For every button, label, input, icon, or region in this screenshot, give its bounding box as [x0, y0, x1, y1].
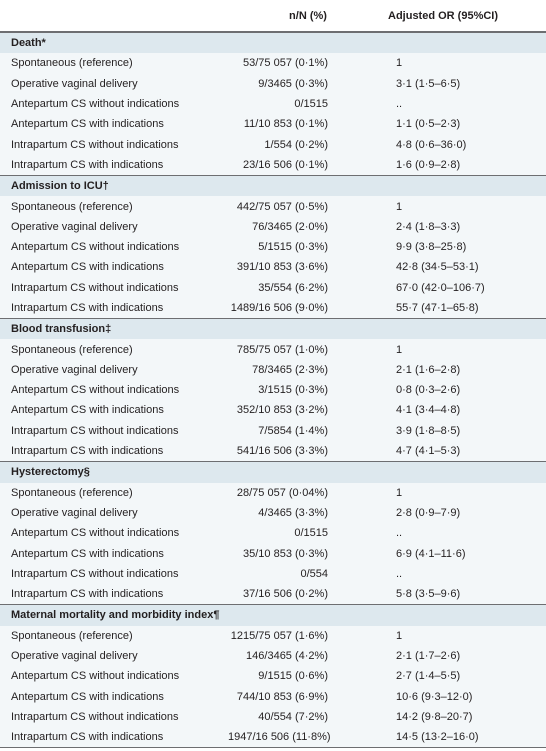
table-row: [0, 400, 546, 420]
section-header: [0, 32, 546, 53]
row-label: Operative vaginal delivery: [11, 363, 138, 376]
row-odds-ratio: 2·4 (1·8–3·3): [396, 220, 461, 233]
section-title: Admission to ICU†: [11, 180, 109, 193]
row-label: Antepartum CS without indications: [11, 384, 180, 397]
section-title: Maternal mortality and morbidity index¶: [11, 609, 220, 622]
row-count: 37/16 506 (0·2%): [243, 588, 328, 601]
row-count: 1215/75 057 (1·6%): [230, 629, 328, 642]
row-count: 0/554: [300, 567, 328, 580]
row-label: Intrapartum CS with indications: [11, 731, 164, 744]
table-row: [0, 380, 546, 400]
row-label: Antepartum CS with indications: [11, 261, 164, 274]
row-label: Spontaneous (reference): [11, 629, 133, 642]
table-row: [0, 646, 546, 666]
table-row: [0, 217, 546, 237]
table-header: [0, 0, 546, 32]
table-row: [0, 74, 546, 94]
table-row: [0, 666, 546, 686]
table-row: [0, 584, 546, 604]
row-label: Antepartum CS without indications: [11, 98, 180, 111]
row-count: 442/75 057 (0·5%): [236, 200, 328, 213]
bottom-rule: [0, 747, 546, 748]
section-header: [0, 604, 546, 625]
row-count: 40/554 (7·2%): [258, 710, 328, 723]
table-row: [0, 196, 546, 216]
section-title: Hysterectomy§: [11, 466, 90, 479]
row-odds-ratio: 4·1 (3·4–4·8): [396, 404, 461, 417]
row-odds-ratio: 4·8 (0·6–36·0): [396, 138, 467, 151]
row-odds-ratio: 1: [396, 200, 403, 213]
row-odds-ratio: 2·8 (0·9–7·9): [396, 506, 461, 519]
row-odds-ratio: 0·8 (0·3–2·6): [396, 384, 461, 397]
table-row: [0, 114, 546, 134]
row-count: 4/3465 (3·3%): [258, 506, 328, 519]
row-odds-ratio: 14·5 (13·2–16·0): [396, 731, 479, 744]
row-label: Antepartum CS with indications: [11, 690, 164, 703]
row-count: 1489/16 506 (9·0%): [230, 302, 328, 314]
row-odds-ratio: 3·1 (1·5–6·5): [396, 77, 461, 90]
row-odds-ratio: 14·2 (9·8–20·7): [396, 710, 473, 723]
row-odds-ratio: ..: [396, 98, 403, 111]
table-row: [0, 523, 546, 543]
row-label: Intrapartum CS with indications: [11, 588, 164, 601]
table-row: [0, 257, 546, 277]
row-count: 3/1515 (0·3%): [258, 384, 328, 397]
table-row: [0, 53, 546, 73]
row-label: Intrapartum CS with indications: [11, 445, 164, 458]
row-count: 146/3465 (4·2%): [246, 650, 328, 663]
header-or-col: Adjusted OR (95%CI): [388, 9, 499, 22]
row-odds-ratio: 1: [396, 629, 403, 642]
row-odds-ratio: 10·6 (9·3–12·0): [396, 690, 473, 703]
row-label: Operative vaginal delivery: [11, 220, 138, 233]
row-label: Spontaneous (reference): [11, 200, 133, 213]
row-count: 53/75 057 (0·1%): [243, 57, 328, 70]
row-label: Antepartum CS without indications: [11, 670, 180, 683]
row-label: Antepartum CS with indications: [11, 118, 164, 131]
row-odds-ratio: 3·9 (1·8–8·5): [396, 424, 461, 437]
row-odds-ratio: ..: [396, 527, 403, 540]
row-label: Intrapartum CS without indications: [11, 567, 179, 580]
row-count: 23/16 506 (0·1%): [243, 158, 328, 171]
table-row: [0, 441, 546, 461]
table-row: [0, 360, 546, 380]
table-row: [0, 278, 546, 298]
row-label: Operative vaginal delivery: [11, 77, 138, 90]
row-count: 0/1515: [294, 527, 328, 540]
section-header: [0, 175, 546, 196]
table-row: [0, 483, 546, 503]
row-label: Spontaneous (reference): [11, 486, 133, 499]
row-odds-ratio: ..: [396, 567, 403, 580]
table-row: [0, 155, 546, 175]
row-odds-ratio: 55·7 (47·1–65·8): [396, 302, 479, 314]
row-label: Antepartum CS without indications: [11, 241, 180, 254]
row-count: 541/16 506 (3·3%): [236, 445, 328, 458]
row-count: 76/3465 (2·0%): [252, 220, 328, 233]
row-count: 78/3465 (2·3%): [252, 363, 328, 376]
header-n-col: n/N (%): [289, 9, 327, 22]
table-body: [0, 32, 546, 747]
row-odds-ratio: 67·0 (42·0–106·7): [396, 281, 485, 294]
row-odds-ratio: 9·9 (3·8–25·8): [396, 241, 467, 254]
row-count: 28/75 057 (0·04%): [236, 486, 328, 499]
row-count: 11/10 853 (0·1%): [243, 118, 328, 131]
table-row: [0, 503, 546, 523]
table-row: [0, 134, 546, 154]
row-odds-ratio: 1·1 (0·5–2·3): [396, 118, 461, 131]
row-count: 744/10 853 (6·9%): [236, 690, 328, 703]
row-label: Intrapartum CS with indications: [11, 158, 164, 171]
section-title: Blood transfusion‡: [11, 323, 112, 336]
table-row: [0, 94, 546, 114]
row-count: 352/10 853 (3·2%): [236, 404, 328, 417]
row-count: 5/1515 (0·3%): [258, 241, 328, 254]
table-row: [0, 237, 546, 257]
table-row: [0, 626, 546, 646]
section-header: [0, 318, 546, 339]
row-count: 35/10 853 (0·3%): [243, 547, 328, 560]
section-header: [0, 461, 546, 482]
row-odds-ratio: 1·6 (0·9–2·8): [396, 158, 461, 171]
row-odds-ratio: 4·7 (4·1–5·3): [396, 445, 461, 458]
row-label: Intrapartum CS without indications: [11, 710, 179, 723]
row-count: 9/1515 (0·6%): [258, 670, 328, 683]
row-odds-ratio: 1: [396, 57, 403, 70]
row-label: Antepartum CS without indications: [11, 527, 180, 540]
row-label: Intrapartum CS without indications: [11, 138, 179, 151]
row-odds-ratio: 2·7 (1·4–5·5): [396, 670, 461, 683]
row-odds-ratio: 1: [396, 343, 403, 356]
row-count: 9/3465 (0·3%): [258, 77, 328, 90]
row-label: Intrapartum CS with indications: [11, 302, 164, 314]
row-odds-ratio: 42·8 (34·5–53·1): [396, 261, 479, 274]
row-odds-ratio: 6·9 (4·1–11·6): [396, 547, 466, 560]
row-label: Antepartum CS with indications: [11, 404, 164, 417]
section-title: Death*: [11, 37, 46, 50]
row-count: 391/10 853 (3·6%): [236, 261, 328, 274]
row-label: Intrapartum CS without indications: [11, 424, 179, 437]
row-odds-ratio: 2·1 (1·6–2·8): [396, 363, 461, 376]
row-count: 0/1515: [294, 98, 328, 111]
row-label: Spontaneous (reference): [11, 343, 133, 356]
row-count: 1947/16 506 (11·8%): [228, 731, 331, 744]
table-row: [0, 564, 546, 584]
row-label: Operative vaginal delivery: [11, 506, 138, 519]
row-label: Operative vaginal delivery: [11, 650, 138, 663]
row-count: 1/554 (0·2%): [264, 138, 328, 151]
row-odds-ratio: 5·8 (3·5–9·6): [396, 588, 461, 601]
row-odds-ratio: 1: [396, 486, 403, 499]
row-label: Antepartum CS with indications: [11, 547, 164, 560]
row-label: Spontaneous (reference): [11, 57, 133, 70]
table-row: [0, 339, 546, 359]
row-count: 7/5854 (1·4%): [258, 424, 328, 437]
row-count: 35/554 (6·2%): [258, 281, 328, 294]
table-row: [0, 707, 546, 727]
row-odds-ratio: 2·1 (1·7–2·6): [396, 650, 461, 663]
table-row: [0, 727, 546, 747]
table-row: [0, 298, 546, 318]
table-row: [0, 543, 546, 563]
table-row: [0, 421, 546, 441]
row-label: Intrapartum CS without indications: [11, 281, 179, 294]
row-count: 785/75 057 (1·0%): [236, 343, 328, 356]
table-row: [0, 687, 546, 707]
